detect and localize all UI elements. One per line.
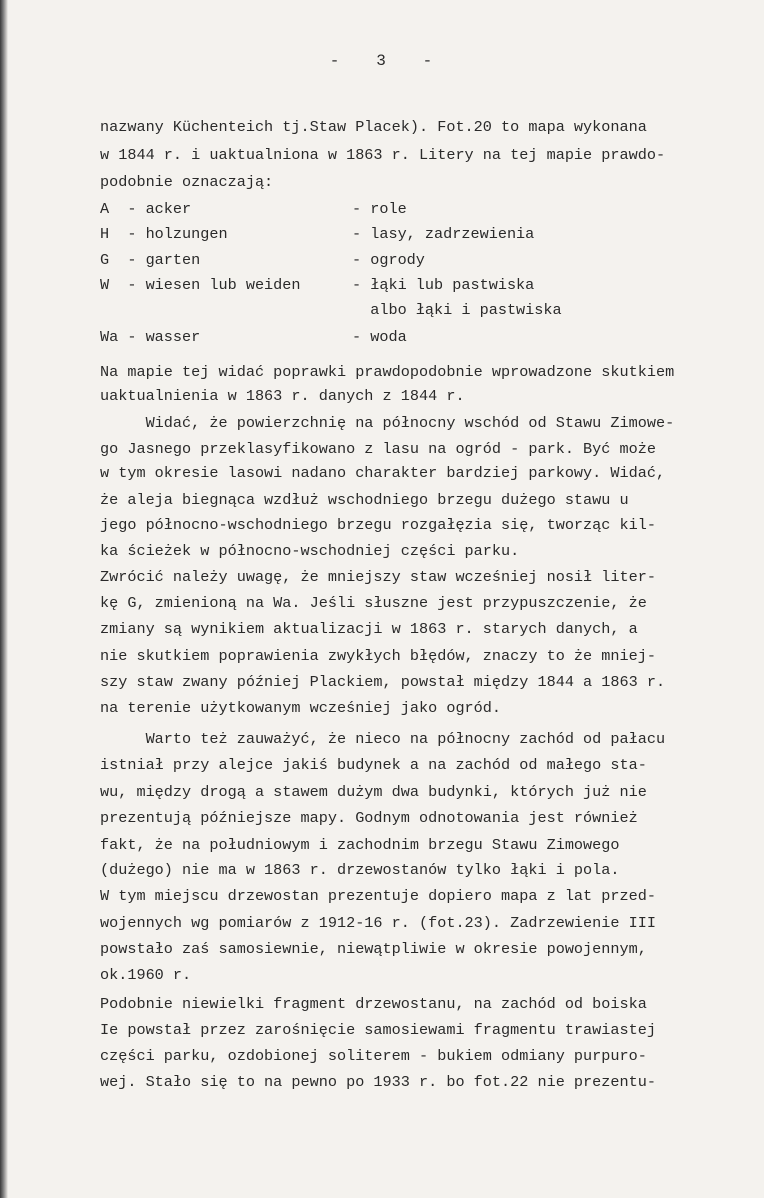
- legend-key: Wa - wasser: [100, 328, 201, 346]
- text-line: jego północno-wschodniego brzegu rozgałęzia się, tworząc kil-: [100, 516, 656, 534]
- text-line: wej. Stało się to na pewno po 1933 r. bo fot.22 nie prezentu-: [100, 1073, 656, 1091]
- text-line: zmiany są wynikiem aktualizacji w 1863 r. starych danych, a: [100, 620, 638, 638]
- text-line: (dużego) nie ma w 1863 r. drzewostanów tylko łąki i pola.: [100, 861, 620, 879]
- text-line: Widać, że powierzchnię na północny wschód od Stawu Zimowe-: [100, 414, 675, 432]
- text-line: fakt, że na południowym i zachodnim brzegu Stawu Zimowego: [100, 836, 620, 854]
- text-line: Zwrócić należy uwagę, że mniejszy staw wcześniej nosił liter-: [100, 568, 656, 586]
- legend-value: - woda: [352, 328, 407, 346]
- legend-value: albo łąki i pastwiska: [352, 301, 562, 319]
- text-line: że aleja biegnąca wzdłuż wschodniego brzegu dużego stawu u: [100, 491, 629, 509]
- text-line: W tym miejscu drzewostan prezentuje dopiero mapa z lat przed-: [100, 887, 656, 905]
- text-line: wu, między drogą a stawem dużym dwa budynki, których już nie: [100, 783, 647, 801]
- text-line: Podobnie niewielki fragment drzewostanu, na zachód od boiska: [100, 995, 647, 1013]
- text-line: nazwany Küchenteich tj.Staw Placek). Fot.20 to mapa wykonana: [100, 118, 647, 136]
- legend-key: A - acker: [100, 200, 192, 218]
- text-line: prezentują późniejsze mapy. Godnym odnotowania jest również: [100, 809, 638, 827]
- legend-value: - ogrody: [352, 251, 425, 269]
- text-line: kę G, zmienioną na Wa. Jeśli słuszne jest przypuszczenie, że: [100, 594, 647, 612]
- text-line: Ie powstał przez zarośnięcie samosiewami fragmentu trawiastej: [100, 1021, 656, 1039]
- legend-key: G - garten: [100, 251, 201, 269]
- text-line: nie skutkiem poprawienia zwykłych błędów, znaczy to że mniej-: [100, 647, 656, 665]
- text-line: Na mapie tej widać poprawki prawdopodobnie wprowadzone skutkiem: [100, 363, 675, 381]
- text-line: części parku, ozdobionej soliterem - bukiem odmiany purpuro-: [100, 1047, 647, 1065]
- text-line: w 1844 r. i uaktualniona w 1863 r. Litery na tej mapie prawdo-: [100, 146, 666, 164]
- text-line: go Jasnego przeklasyfikowano z lasu na ogród - park. Być może: [100, 440, 656, 458]
- legend-value: - role: [352, 200, 407, 218]
- page-number: - 3 -: [329, 52, 435, 70]
- binding-edge: [0, 0, 8, 1198]
- text-line: powstało zaś samosiewnie, niewątpliwie w okresie powojennym,: [100, 940, 647, 958]
- text-line: podobnie oznaczają:: [100, 173, 274, 191]
- legend-value: - łąki lub pastwiska: [352, 276, 535, 294]
- text-line: szy staw zwany później Plackiem, powstał między 1844 a 1863 r.: [100, 673, 666, 691]
- legend-value: - lasy, zadrzewienia: [352, 225, 535, 243]
- legend-key: W - wiesen lub weiden: [100, 276, 301, 294]
- text-line: ok.1960 r.: [100, 966, 192, 984]
- text-line: istniał przy alejce jakiś budynek a na zachód od małego sta-: [100, 756, 647, 774]
- text-line: wojennych wg pomiarów z 1912-16 r. (fot.23). Zadrzewienie III: [100, 914, 656, 932]
- text-line: Warto też zauważyć, że nieco na północny zachód od pałacu: [100, 730, 666, 748]
- legend-key: H - holzungen: [100, 225, 228, 243]
- text-line: na terenie użytkowanym wcześniej jako ogród.: [100, 699, 502, 717]
- text-line: w tym okresie lasowi nadano charakter bardziej parkowy. Widać,: [100, 464, 666, 482]
- text-line: uaktualnienia w 1863 r. danych z 1844 r.: [100, 387, 465, 405]
- text-line: ka ścieżek w północno-wschodniej części parku.: [100, 542, 520, 560]
